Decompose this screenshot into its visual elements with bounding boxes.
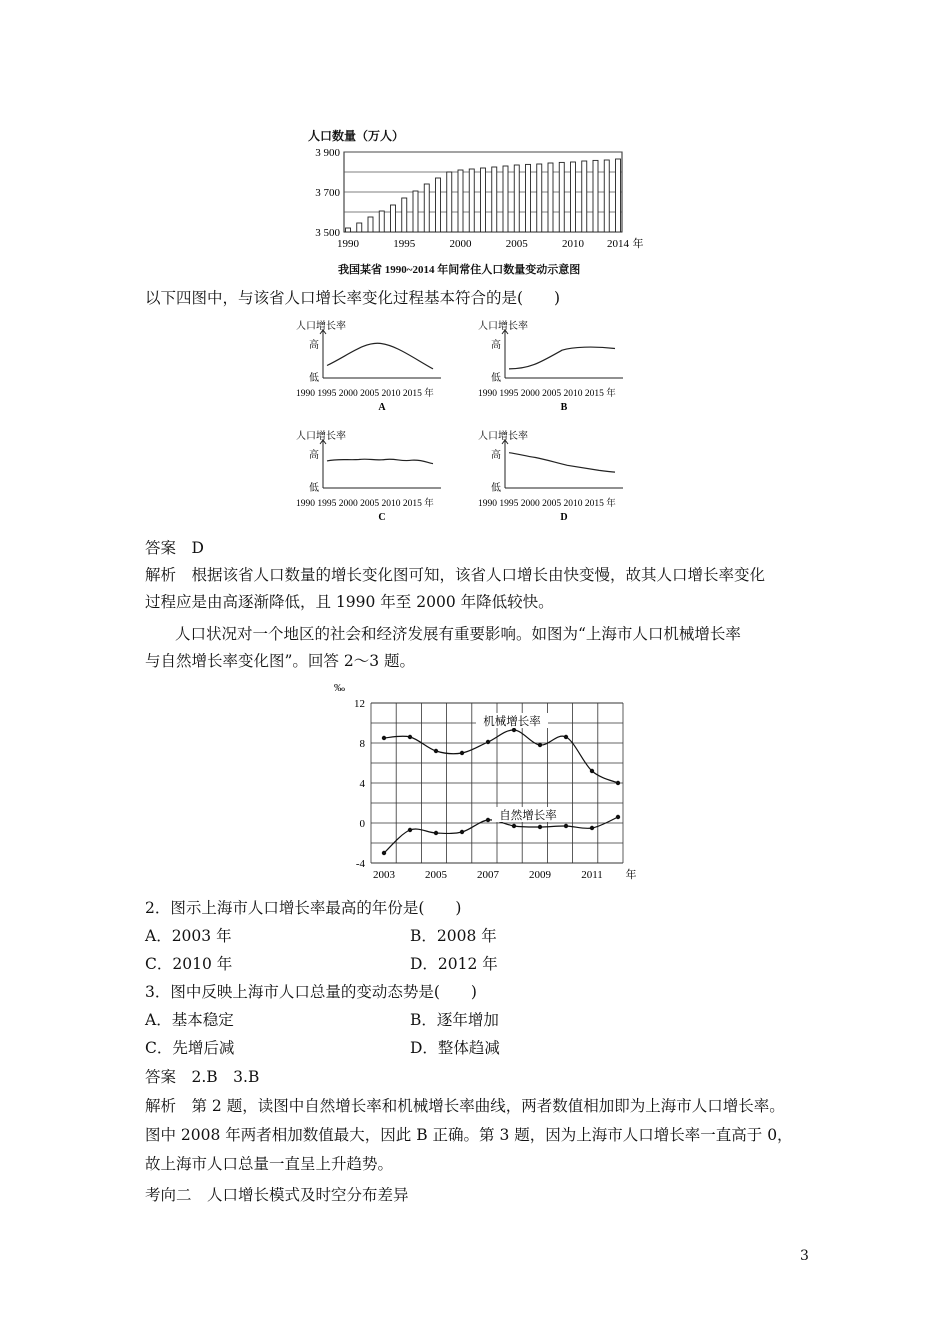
analysis-2-3-line1: 解析 第 2 题，读图中自然增长率和机械增长率曲线，两者数值相加即为上海市人口增长率。 [145, 1097, 785, 1115]
bar-chart-xtick: 2000 [449, 238, 472, 250]
intro-line1: 人口状况对一个地区的社会和经济发展有重要影响。如图为“上海市人口机械增长率 [175, 625, 741, 643]
bar-2003 [492, 167, 497, 232]
point-natural-2007 [486, 818, 490, 822]
q1-answer: 答案 D [145, 539, 204, 557]
bar-chart-ytick: 3 900 [315, 147, 340, 159]
point-mechanical-2012 [616, 781, 620, 785]
bar-1990 [346, 228, 351, 232]
q2-option-b: B．2008 年 [410, 927, 497, 945]
line-chart-xtick: 2003 [373, 869, 395, 881]
bar-2007 [537, 164, 542, 232]
answer-2-3: 答案 2.B 3.B [145, 1068, 260, 1086]
point-mechanical-2009 [538, 743, 542, 747]
line-chart-ytick: 0 [359, 818, 365, 830]
mini-chart-xticks: 1990 1995 2000 2005 2010 2015 年 [478, 499, 616, 509]
bar-1995 [402, 198, 407, 232]
line-chart-xtick: 年 [625, 869, 637, 881]
mini-chart-high-label: 高 [309, 450, 319, 461]
bar-chart-xtick: 1995 [393, 238, 416, 250]
q1-option-chart-b [478, 319, 623, 413]
mini-chart-xticks: 1990 1995 2000 2005 2010 2015 年 [478, 389, 616, 399]
bar-2011 [582, 161, 587, 232]
mini-chart-xticks: 1990 1995 2000 2005 2010 2015 年 [296, 389, 434, 399]
bar-1991 [357, 223, 362, 232]
line-chart-ytick: 4 [359, 778, 365, 790]
q3-option-a: A．基本稳定 [145, 1011, 234, 1029]
q1-option-chart-d [478, 429, 623, 523]
bar-chart-ylabel: 人口数量（万人） [308, 129, 405, 143]
bar-chart-caption: 我国某省 1990~2014 年间常住人口数量变动示意图 [338, 264, 581, 276]
mini-chart-ylabel: 人口增长率 [296, 321, 346, 332]
point-mechanical-2004 [408, 735, 412, 739]
mini-chart-high-label: 高 [491, 450, 501, 461]
bar-1994 [391, 205, 396, 232]
bar-2014 [616, 159, 621, 232]
line-natural-growth [384, 817, 618, 853]
mini-chart-low-label: 低 [491, 483, 501, 494]
population-bar-chart [300, 125, 660, 275]
bar-2013 [604, 160, 609, 232]
point-mechanical-2008 [512, 728, 516, 732]
mini-chart-xticks: 1990 1995 2000 2005 2010 2015 年 [296, 499, 434, 509]
line-chart-xtick: 2007 [477, 869, 499, 881]
bar-1999 [447, 172, 452, 232]
mini-chart-curve [327, 343, 433, 369]
q3-stem: 3．图中反映上海市人口总量的变动态势是( ) [145, 983, 477, 1001]
q1-option-chart-a [296, 319, 441, 413]
mini-chart-low-label: 低 [491, 373, 501, 384]
line-chart-ytick: 12 [354, 698, 365, 710]
point-mechanical-2006 [460, 751, 464, 755]
section-heading: 考向二 人口增长模式及时空分布差异 [145, 1186, 409, 1204]
line-chart-xtick: 2011 [581, 869, 603, 881]
series-label-mechanical: 机械增长率 [483, 716, 541, 728]
bar-2001 [469, 169, 474, 232]
point-natural-2012 [616, 815, 620, 819]
bar-1993 [379, 211, 384, 232]
point-mechanical-2007 [486, 740, 490, 744]
page-number: 3 [800, 1248, 809, 1264]
bar-1992 [368, 217, 373, 232]
q2-option-c: C．2010 年 [145, 955, 233, 973]
series-label-natural: 自然增长率 [499, 810, 557, 822]
analysis-2-3-line2: 图中 2008 年两者相加数值最大，因此 B 正确。第 3 题，因为上海市人口增长率一直高于 0， [145, 1126, 793, 1144]
mini-chart-letter: A [378, 402, 386, 413]
mini-chart-curve [327, 459, 433, 463]
q1-option-chart-c [296, 429, 441, 523]
bar-chart-xtick: 2005 [505, 238, 528, 250]
point-natural-2011 [590, 826, 594, 830]
bar-2009 [559, 162, 564, 232]
q1-analysis-line2: 过程应是由高逐渐降低，且 1990 年至 2000 年降低较快。 [145, 593, 554, 611]
mini-chart-low-label: 低 [309, 483, 319, 494]
q3-option-b: B．逐年增加 [410, 1011, 499, 1029]
q3-option-c: C．先增后减 [145, 1039, 235, 1057]
point-natural-2003 [382, 851, 386, 855]
line-chart-xtick: 2005 [425, 869, 447, 881]
point-mechanical-2011 [590, 769, 594, 773]
bar-1996 [413, 191, 418, 232]
line-mechanical-growth [384, 730, 618, 783]
bar-2006 [526, 164, 531, 232]
mini-chart-high-label: 高 [309, 340, 319, 351]
mini-chart-letter: B [560, 402, 568, 413]
point-natural-2006 [460, 830, 464, 834]
line-chart-yunit: ‰ [334, 682, 345, 694]
mini-chart-curve [509, 453, 615, 472]
bar-2000 [458, 170, 463, 232]
q2-stem: 2．图示上海市人口增长率最高的年份是( ) [145, 899, 462, 917]
bar-2010 [571, 162, 576, 232]
bar-chart-xtick: 2014 [607, 238, 629, 250]
bar-1998 [436, 178, 441, 232]
q2-option-a: A．2003 年 [145, 927, 232, 945]
bar-chart-plot [300, 125, 660, 275]
shanghai-growth-chart [320, 678, 640, 883]
bar-chart-xtick: 1990 [337, 238, 359, 250]
mini-chart-letter: C [378, 512, 386, 523]
intro-line2: 与自然增长率变化图”。回答 2～3 题。 [145, 652, 416, 670]
mini-chart-curve [509, 347, 615, 369]
bar-2004 [503, 166, 508, 232]
point-mechanical-2005 [434, 749, 438, 753]
bar-chart-ytick: 3 500 [315, 227, 340, 239]
point-mechanical-2003 [382, 736, 386, 740]
bar-1997 [424, 184, 429, 232]
analysis-2-3-line3: 故上海市人口总量一直呈上升趋势。 [145, 1155, 394, 1173]
mini-chart-ylabel: 人口增长率 [478, 321, 528, 332]
bar-chart-xunit: 年 [632, 238, 644, 250]
mini-chart-high-label: 高 [491, 340, 501, 351]
mini-chart-letter: D [560, 512, 568, 523]
point-natural-2008 [512, 824, 516, 828]
q3-option-d: D．整体趋减 [410, 1039, 500, 1057]
q1-analysis-line1: 解析 根据该省人口数量的增长变化图可知，该省人口增长由快变慢，故其人口增长率变化 [145, 566, 766, 584]
mini-chart-low-label: 低 [309, 373, 319, 384]
mini-chart-ylabel: 人口增长率 [478, 431, 528, 442]
q2-option-d: D．2012 年 [410, 955, 498, 973]
bar-chart-xtick: 2010 [562, 238, 584, 250]
bar-2012 [593, 160, 598, 232]
q1-stem: 以下四图中，与该省人口增长率变化过程基本符合的是( ) [145, 289, 561, 307]
bar-2005 [514, 165, 519, 232]
line-chart-ytick: -4 [355, 858, 365, 870]
bar-2008 [548, 163, 553, 232]
bar-chart-ytick: 3 700 [315, 187, 340, 199]
line-chart-ytick: 8 [359, 738, 365, 750]
point-mechanical-2010 [564, 735, 568, 739]
mini-chart-ylabel: 人口增长率 [296, 431, 346, 442]
point-natural-2005 [434, 831, 438, 835]
point-natural-2010 [564, 824, 568, 828]
point-natural-2009 [538, 825, 542, 829]
point-natural-2004 [408, 828, 412, 832]
q1-option-charts [295, 318, 675, 533]
line-chart-xtick: 2009 [529, 869, 551, 881]
bar-2002 [481, 168, 486, 232]
